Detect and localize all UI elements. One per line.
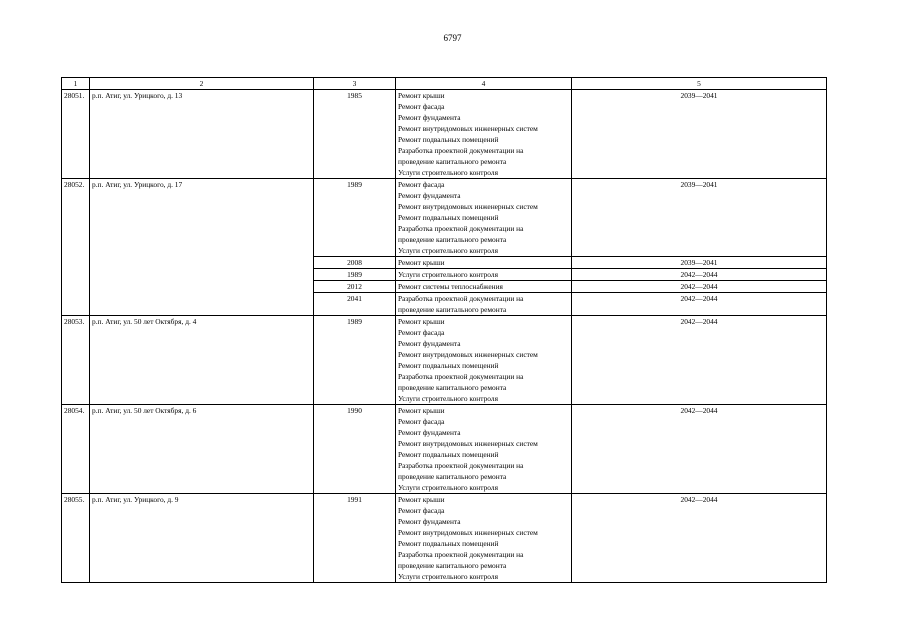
work-item: проведение капитального ремонта: [398, 383, 507, 392]
work-item: проведение капитального ремонта: [398, 157, 507, 166]
entry-number-cell: 28053.: [62, 316, 90, 405]
work-item: Разработка проектной документации на: [398, 294, 524, 303]
column-header: 1: [62, 78, 90, 90]
table-row: [62, 90, 827, 179]
entry-number-cell: 28054.: [62, 405, 90, 494]
work-item: Услуги строительного контроля: [398, 168, 498, 177]
work-item: Ремонт подвальных помещений: [398, 539, 499, 548]
year-cell: 2008: [314, 257, 396, 269]
work-item: Ремонт фасада: [398, 328, 445, 337]
work-item: Ремонт фундамента: [398, 428, 461, 437]
work-item: Разработка проектной документации на: [398, 146, 524, 155]
period-cell: 2039—2041: [572, 179, 827, 257]
page-number: 6797: [443, 33, 462, 43]
column-header: 3: [314, 78, 396, 90]
work-item: Ремонт крыши: [398, 495, 445, 504]
work-item: Ремонт крыши: [398, 91, 445, 100]
column-header: 4: [396, 78, 572, 90]
period-cell: 2042—2044: [572, 281, 827, 293]
table-body: [62, 90, 827, 583]
works-cell: [396, 179, 572, 257]
period-cell: 2039—2041: [572, 90, 827, 179]
entry-number-cell: 28055.: [62, 494, 90, 583]
work-item: Ремонт внутридомовых инженерных систем: [398, 528, 538, 537]
year-cell: 1991: [314, 494, 396, 583]
work-item: Ремонт фасада: [398, 180, 445, 189]
table-row: [62, 405, 827, 494]
works-cell: [396, 316, 572, 405]
work-item: Разработка проектной документации на: [398, 550, 524, 559]
period-cell: 2042—2044: [572, 269, 827, 281]
work-item: Ремонт внутридомовых инженерных систем: [398, 439, 538, 448]
address-cell: р.п. Атиг, ул. 50 лет Октября, д. 6: [90, 405, 314, 494]
work-item: Ремонт фундамента: [398, 517, 461, 526]
address-cell: р.п. Атиг, ул. Урицкого, д. 13: [90, 90, 314, 179]
work-item: Услуги строительного контроля: [398, 394, 498, 403]
period-cell: 2042—2044: [572, 293, 827, 316]
address-cell: р.п. Атиг, ул. Урицкого, д. 17: [90, 179, 314, 316]
works-cell: [396, 257, 572, 269]
work-item: Ремонт внутридомовых инженерных систем: [398, 202, 538, 211]
entry-number-cell: 28051.: [62, 90, 90, 179]
work-item: Услуги строительного контроля: [398, 246, 498, 255]
table-row: [62, 179, 827, 257]
work-item: Разработка проектной документации на: [398, 461, 524, 470]
work-item: Ремонт системы теплоснабжения: [398, 282, 503, 291]
table-header: [62, 78, 827, 90]
work-item: Ремонт подвальных помещений: [398, 135, 499, 144]
year-cell: 1985: [314, 90, 396, 179]
table-row: [62, 494, 827, 583]
work-item: Услуги строительного контроля: [398, 483, 498, 492]
work-item: Ремонт внутридомовых инженерных систем: [398, 124, 538, 133]
period-cell: 2042—2044: [572, 494, 827, 583]
year-cell: 1990: [314, 405, 396, 494]
work-item: проведение капитального ремонта: [398, 561, 507, 570]
year-cell: 2041: [314, 293, 396, 316]
column-header: 5: [572, 78, 827, 90]
header-row: [62, 78, 827, 90]
work-item: Ремонт фундамента: [398, 339, 461, 348]
work-item: Ремонт внутридомовых инженерных систем: [398, 350, 538, 359]
work-item: Разработка проектной документации на: [398, 224, 524, 233]
work-item: Ремонт подвальных помещений: [398, 361, 499, 370]
work-item: Ремонт подвальных помещений: [398, 213, 499, 222]
work-item: Услуги строительного контроля: [398, 270, 498, 279]
work-item: Ремонт фундамента: [398, 191, 461, 200]
work-item: Ремонт крыши: [398, 258, 445, 267]
work-item: Разработка проектной документации на: [398, 372, 524, 381]
year-cell: 1989: [314, 316, 396, 405]
year-cell: 1989: [314, 179, 396, 257]
work-item: проведение капитального ремонта: [398, 235, 507, 244]
works-cell: [396, 90, 572, 179]
period-cell: 2039—2041: [572, 257, 827, 269]
work-item: Ремонт крыши: [398, 317, 445, 326]
work-item: Услуги строительного контроля: [398, 572, 498, 581]
works-cell: [396, 405, 572, 494]
column-header: 2: [90, 78, 314, 90]
table-row: [62, 316, 827, 405]
period-cell: 2042—2044: [572, 405, 827, 494]
work-item: Ремонт фасада: [398, 417, 445, 426]
works-cell: [396, 494, 572, 583]
entry-number-cell: 28052.: [62, 179, 90, 316]
work-item: Ремонт фасада: [398, 506, 445, 515]
works-cell: [396, 293, 572, 316]
work-item: Ремонт фасада: [398, 102, 445, 111]
work-item: проведение капитального ремонта: [398, 305, 507, 314]
works-cell: [396, 269, 572, 281]
work-item: Ремонт подвальных помещений: [398, 450, 499, 459]
address-cell: р.п. Атиг, ул. Урицкого, д. 9: [90, 494, 314, 583]
address-cell: р.п. Атиг, ул. 50 лет Октября, д. 4: [90, 316, 314, 405]
work-item: Ремонт крыши: [398, 406, 445, 415]
period-cell: 2042—2044: [572, 316, 827, 405]
work-item: Ремонт фундамента: [398, 113, 461, 122]
works-cell: [396, 281, 572, 293]
year-cell: 2012: [314, 281, 396, 293]
year-cell: 1989: [314, 269, 396, 281]
repair-schedule-table: [61, 77, 827, 583]
work-item: проведение капитального ремонта: [398, 472, 507, 481]
